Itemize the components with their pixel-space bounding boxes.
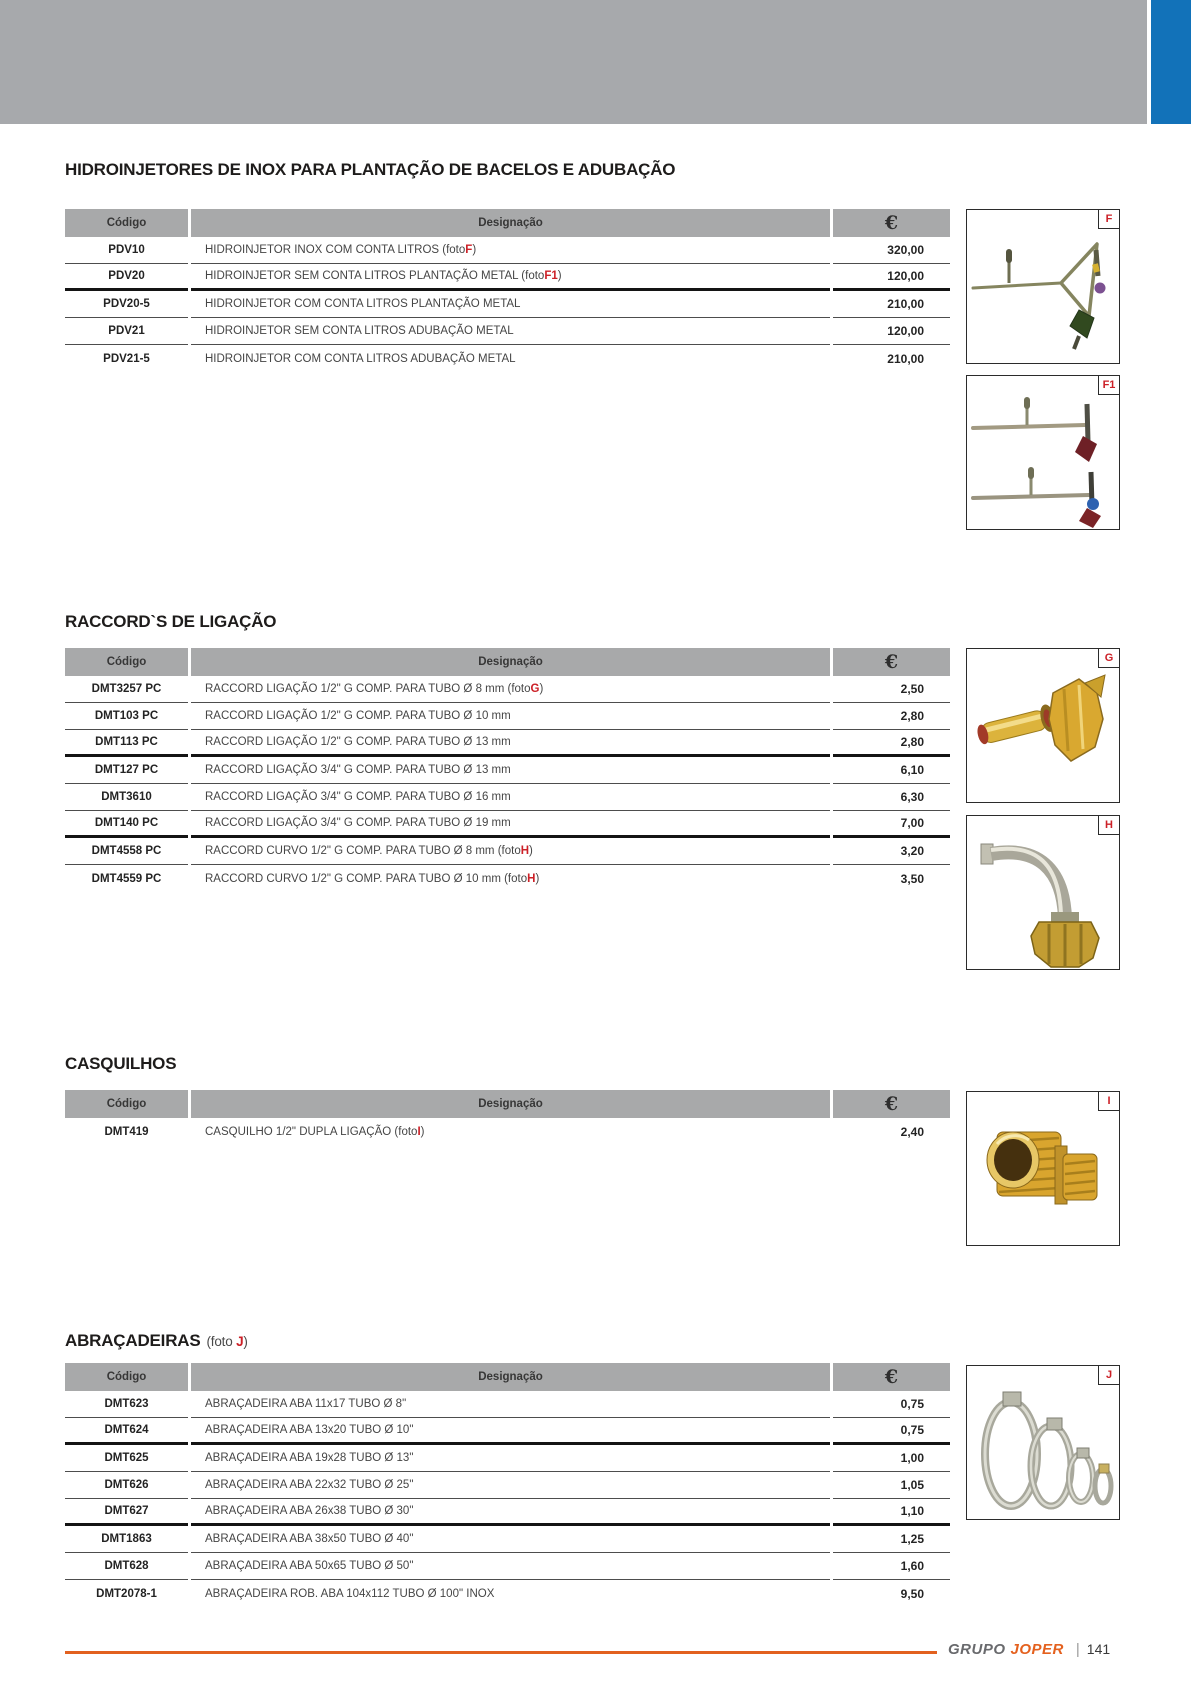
cell-codigo: PDV20 xyxy=(65,264,188,291)
cell-designacao xyxy=(191,345,830,372)
table-row xyxy=(65,703,950,730)
table-row xyxy=(65,1580,950,1607)
brand-grupo: GRUPO xyxy=(948,1641,1006,1658)
foto-ref-letter: F1 xyxy=(544,270,558,282)
table-row xyxy=(65,1118,950,1145)
cell-preco: 2,80 xyxy=(833,730,950,757)
table-row xyxy=(65,784,950,811)
section-title-foto-ref: (foto J) xyxy=(206,1334,248,1349)
designacao-text: RACCORD LIGAÇÃO 1/2" G COMP. PARA TUBO Ø 13 mm xyxy=(205,736,511,748)
page-number: 141 xyxy=(1086,1641,1111,1657)
cell-codigo: DMT3257 PC xyxy=(65,676,188,703)
table-row xyxy=(65,757,950,784)
cell-preco: 1,10 xyxy=(833,1499,950,1526)
cell-codigo: DMT103 PC xyxy=(65,703,188,730)
cell-designacao xyxy=(191,676,830,703)
cell-codigo: DMT3610 xyxy=(65,784,188,811)
foto-ref-letter: H xyxy=(527,872,536,885)
table-header-row xyxy=(65,209,950,237)
cell-codigo: PDV21-5 xyxy=(103,352,150,365)
cell-preco: 9,50 xyxy=(900,1586,924,1601)
table-row xyxy=(65,291,950,318)
products-table-casquilhos xyxy=(65,1090,950,1145)
foto-ref-close: ) xyxy=(472,244,477,256)
column-header-euro xyxy=(833,1363,950,1391)
cell-designacao xyxy=(191,730,830,757)
cell-preco: 1,05 xyxy=(833,1472,950,1499)
table-body xyxy=(65,676,950,892)
cell-codigo: DMT626 xyxy=(65,1472,188,1499)
foto-ref-close: ) xyxy=(529,845,533,857)
cell-designacao xyxy=(191,1445,830,1472)
cell-codigo: DMT2078-1 xyxy=(96,1587,157,1600)
product-photo-g xyxy=(966,648,1120,803)
designacao-text: HIDROINJETOR SEM CONTA LITROS PLANTAÇÃO METAL (foto xyxy=(205,270,545,282)
cell-preco: 3,50 xyxy=(900,871,924,886)
cell-preco: 2,40 xyxy=(900,1124,924,1139)
column-header-codigo: Código xyxy=(65,1363,188,1391)
column-header-designacao: Designação xyxy=(191,1090,830,1118)
hidroinjetor-metal-art xyxy=(967,376,1119,529)
designacao-text: ABRAÇADEIRA ABA 11x17 TUBO Ø 8" xyxy=(205,1398,407,1410)
cell-designacao xyxy=(191,703,830,730)
section-title-hidroinjetores: HIDROINJETORES DE INOX PARA PLANTAÇÃO DE BACELOS E ADUBAÇÃO xyxy=(65,160,676,179)
product-photo-j xyxy=(966,1365,1120,1520)
cell-designacao xyxy=(191,811,830,838)
cell-designacao xyxy=(191,1391,830,1418)
table-row xyxy=(65,811,950,838)
cell-designacao xyxy=(191,1118,830,1145)
foto-ref-letter: G xyxy=(530,683,540,695)
cell-codigo: DMT127 PC xyxy=(65,757,188,784)
cell-designacao xyxy=(191,784,830,811)
designacao-text: ABRAÇADEIRA ABA 22x32 TUBO Ø 25" xyxy=(205,1479,414,1491)
cell-preco: 6,10 xyxy=(833,757,950,784)
photo-label-g: G xyxy=(1098,648,1120,668)
foto-ref-close: ) xyxy=(557,270,562,282)
section-title-raccords: RACCORD`S DE LIGAÇÃO xyxy=(65,612,277,631)
designacao-text: ABRAÇADEIRA ABA 13x20 TUBO Ø 10" xyxy=(205,1424,414,1436)
designacao-text: HIDROINJETOR COM CONTA LITROS PLANTAÇÃO METAL xyxy=(205,298,521,310)
abracadeiras-art xyxy=(967,1366,1119,1519)
cell-designacao xyxy=(191,757,830,784)
table-row xyxy=(65,1418,950,1445)
cell-designacao xyxy=(191,1418,830,1445)
column-header-designacao: Designação xyxy=(191,209,830,237)
raccord-ligacao-art xyxy=(967,649,1119,802)
table-row xyxy=(65,345,950,372)
cell-designacao xyxy=(191,1553,830,1580)
table-body xyxy=(65,1391,950,1607)
cell-codigo: DMT113 PC xyxy=(65,730,188,757)
designacao-text: RACCORD CURVO 1/2" G COMP. PARA TUBO Ø 10 mm (foto xyxy=(205,872,528,885)
designacao-text: RACCORD LIGAÇÃO 1/2" G COMP. PARA TUBO Ø 10 mm xyxy=(205,710,511,722)
foto-ref-close: ) xyxy=(535,872,540,885)
table-header-row xyxy=(65,1363,950,1391)
cell-designacao xyxy=(191,865,830,892)
cell-preco: 210,00 xyxy=(887,351,924,366)
cell-codigo: DMT4559 PC xyxy=(91,872,162,885)
cell-designacao xyxy=(191,291,830,318)
cell-preco: 0,75 xyxy=(833,1391,950,1418)
column-header-designacao: Designação xyxy=(191,648,830,676)
brand-joper-logo: JOPER xyxy=(1010,1641,1064,1658)
cell-preco: 210,00 xyxy=(833,291,950,318)
cell-designacao xyxy=(191,237,830,264)
cell-preco: 120,00 xyxy=(833,318,950,345)
photo-label-h: H xyxy=(1098,815,1120,835)
column-header-codigo: Código xyxy=(65,648,188,676)
designacao-text: ABRAÇADEIRA ABA 38x50 TUBO Ø 40" xyxy=(205,1533,414,1545)
cell-preco: 1,60 xyxy=(833,1553,950,1580)
table-row xyxy=(65,1499,950,1526)
table-row xyxy=(65,318,950,345)
raccord-curvo-art xyxy=(967,816,1119,969)
cell-codigo: DMT625 xyxy=(65,1445,188,1472)
designacao-text: HIDROINJETOR SEM CONTA LITROS ADUBAÇÃO METAL xyxy=(205,325,514,337)
designacao-text: CASQUILHO 1/2" DUPLA LIGAÇÃO (foto xyxy=(205,1125,418,1138)
table-row xyxy=(65,1526,950,1553)
designacao-text: RACCORD LIGAÇÃO 3/4" G COMP. PARA TUBO Ø 19 mm xyxy=(205,817,511,829)
section-title-casquilhos: CASQUILHOS xyxy=(65,1054,177,1073)
top-banner-accent xyxy=(1151,0,1191,124)
table-row xyxy=(65,1391,950,1418)
column-header-euro xyxy=(833,209,950,237)
casquilho-art xyxy=(967,1092,1119,1245)
euro-icon: € xyxy=(884,1366,899,1388)
column-header-designacao: Designação xyxy=(191,1363,830,1391)
designacao-text: RACCORD LIGAÇÃO 1/2" G COMP. PARA TUBO Ø 8 mm (foto xyxy=(205,683,531,695)
table-header-row xyxy=(65,648,950,676)
cell-preco: 6,30 xyxy=(833,784,950,811)
cell-codigo: DMT419 xyxy=(104,1125,149,1138)
product-photo-i xyxy=(966,1091,1120,1246)
cell-preco: 7,00 xyxy=(833,811,950,838)
hidroinjetor-inox-art xyxy=(967,210,1119,363)
photo-label-j: J xyxy=(1098,1365,1120,1385)
page-number-separator: | xyxy=(1075,1641,1080,1658)
photo-label-i: I xyxy=(1098,1091,1120,1111)
cell-preco: 320,00 xyxy=(833,237,950,264)
cell-codigo: DMT623 xyxy=(65,1391,188,1418)
products-table-hidroinjetores xyxy=(65,209,950,372)
footer xyxy=(948,1641,1110,1658)
foto-ref-letter: J xyxy=(236,1334,244,1349)
cell-preco: 2,80 xyxy=(833,703,950,730)
table-row xyxy=(65,865,950,892)
foto-ref-close: ) xyxy=(420,1125,425,1138)
table-row xyxy=(65,1472,950,1499)
cell-designacao xyxy=(191,1472,830,1499)
cell-designacao xyxy=(191,1580,830,1607)
foto-ref-letter: H xyxy=(520,845,530,857)
cell-codigo: DMT628 xyxy=(65,1553,188,1580)
footer-rule xyxy=(65,1651,937,1654)
cell-codigo: DMT140 PC xyxy=(65,811,188,838)
products-table-raccords xyxy=(65,648,950,892)
table-row xyxy=(65,676,950,703)
designacao-text: RACCORD CURVO 1/2" G COMP. PARA TUBO Ø 8 mm (foto xyxy=(205,845,521,857)
designacao-text: RACCORD LIGAÇÃO 3/4" G COMP. PARA TUBO Ø 13 mm xyxy=(205,764,511,776)
top-banner xyxy=(0,0,1147,124)
table-row xyxy=(65,838,950,865)
photo-label-f: F xyxy=(1098,209,1120,229)
photo-label-f1: F1 xyxy=(1098,375,1120,395)
cell-designacao xyxy=(191,838,830,865)
designacao-text: ABRAÇADEIRA ABA 26x38 TUBO Ø 30" xyxy=(205,1505,414,1517)
cell-preco: 120,00 xyxy=(833,264,950,291)
cell-preco: 3,20 xyxy=(833,838,950,865)
designacao-text: ABRAÇADEIRA ROB. ABA 104x112 TUBO Ø 100" INOX xyxy=(205,1587,495,1600)
foto-ref-letter: I xyxy=(417,1125,421,1138)
section-title-text: ABRAÇADEIRAS xyxy=(65,1331,201,1350)
foto-ref-close: ) xyxy=(539,683,544,695)
column-header-euro xyxy=(833,648,950,676)
euro-icon: € xyxy=(884,1093,899,1115)
designacao-text: RACCORD LIGAÇÃO 3/4" G COMP. PARA TUBO Ø 16 mm xyxy=(205,791,511,803)
column-header-codigo: Código xyxy=(65,1090,188,1118)
column-header-euro xyxy=(833,1090,950,1118)
table-body xyxy=(65,237,950,372)
euro-icon: € xyxy=(884,651,899,673)
product-photo-f xyxy=(966,209,1120,364)
cell-designacao xyxy=(191,1526,830,1553)
cell-preco: 0,75 xyxy=(833,1418,950,1445)
cell-preco: 2,50 xyxy=(833,676,950,703)
column-header-codigo: Código xyxy=(65,209,188,237)
cell-designacao xyxy=(191,1499,830,1526)
section-title-abracadeiras xyxy=(65,1331,248,1351)
table-row xyxy=(65,1445,950,1472)
cell-codigo: DMT624 xyxy=(65,1418,188,1445)
cell-codigo: PDV21 xyxy=(65,318,188,345)
table-row xyxy=(65,237,950,264)
cell-designacao xyxy=(191,318,830,345)
designacao-text: HIDROINJETOR COM CONTA LITROS ADUBAÇÃO METAL xyxy=(205,352,516,365)
cell-codigo: DMT4558 PC xyxy=(65,838,188,865)
cell-codigo: PDV20-5 xyxy=(65,291,188,318)
cell-preco: 1,25 xyxy=(833,1526,950,1553)
cell-codigo: PDV10 xyxy=(65,237,188,264)
table-body xyxy=(65,1118,950,1145)
cell-codigo: DMT627 xyxy=(65,1499,188,1526)
cell-designacao xyxy=(191,264,830,291)
table-row xyxy=(65,264,950,291)
cell-preco: 1,00 xyxy=(833,1445,950,1472)
table-row xyxy=(65,730,950,757)
product-photo-h xyxy=(966,815,1120,970)
designacao-text: ABRAÇADEIRA ABA 50x65 TUBO Ø 50" xyxy=(205,1560,414,1572)
euro-icon: € xyxy=(884,212,899,234)
designacao-text: ABRAÇADEIRA ABA 19x28 TUBO Ø 13" xyxy=(205,1452,414,1464)
table-row xyxy=(65,1553,950,1580)
product-photo-f1 xyxy=(966,375,1120,530)
designacao-text: HIDROINJETOR INOX COM CONTA LITROS (foto xyxy=(205,244,466,256)
cell-codigo: DMT1863 xyxy=(65,1526,188,1553)
products-table-abracadeiras xyxy=(65,1363,950,1607)
table-header-row xyxy=(65,1090,950,1118)
foto-ref-letter: F xyxy=(465,244,473,256)
